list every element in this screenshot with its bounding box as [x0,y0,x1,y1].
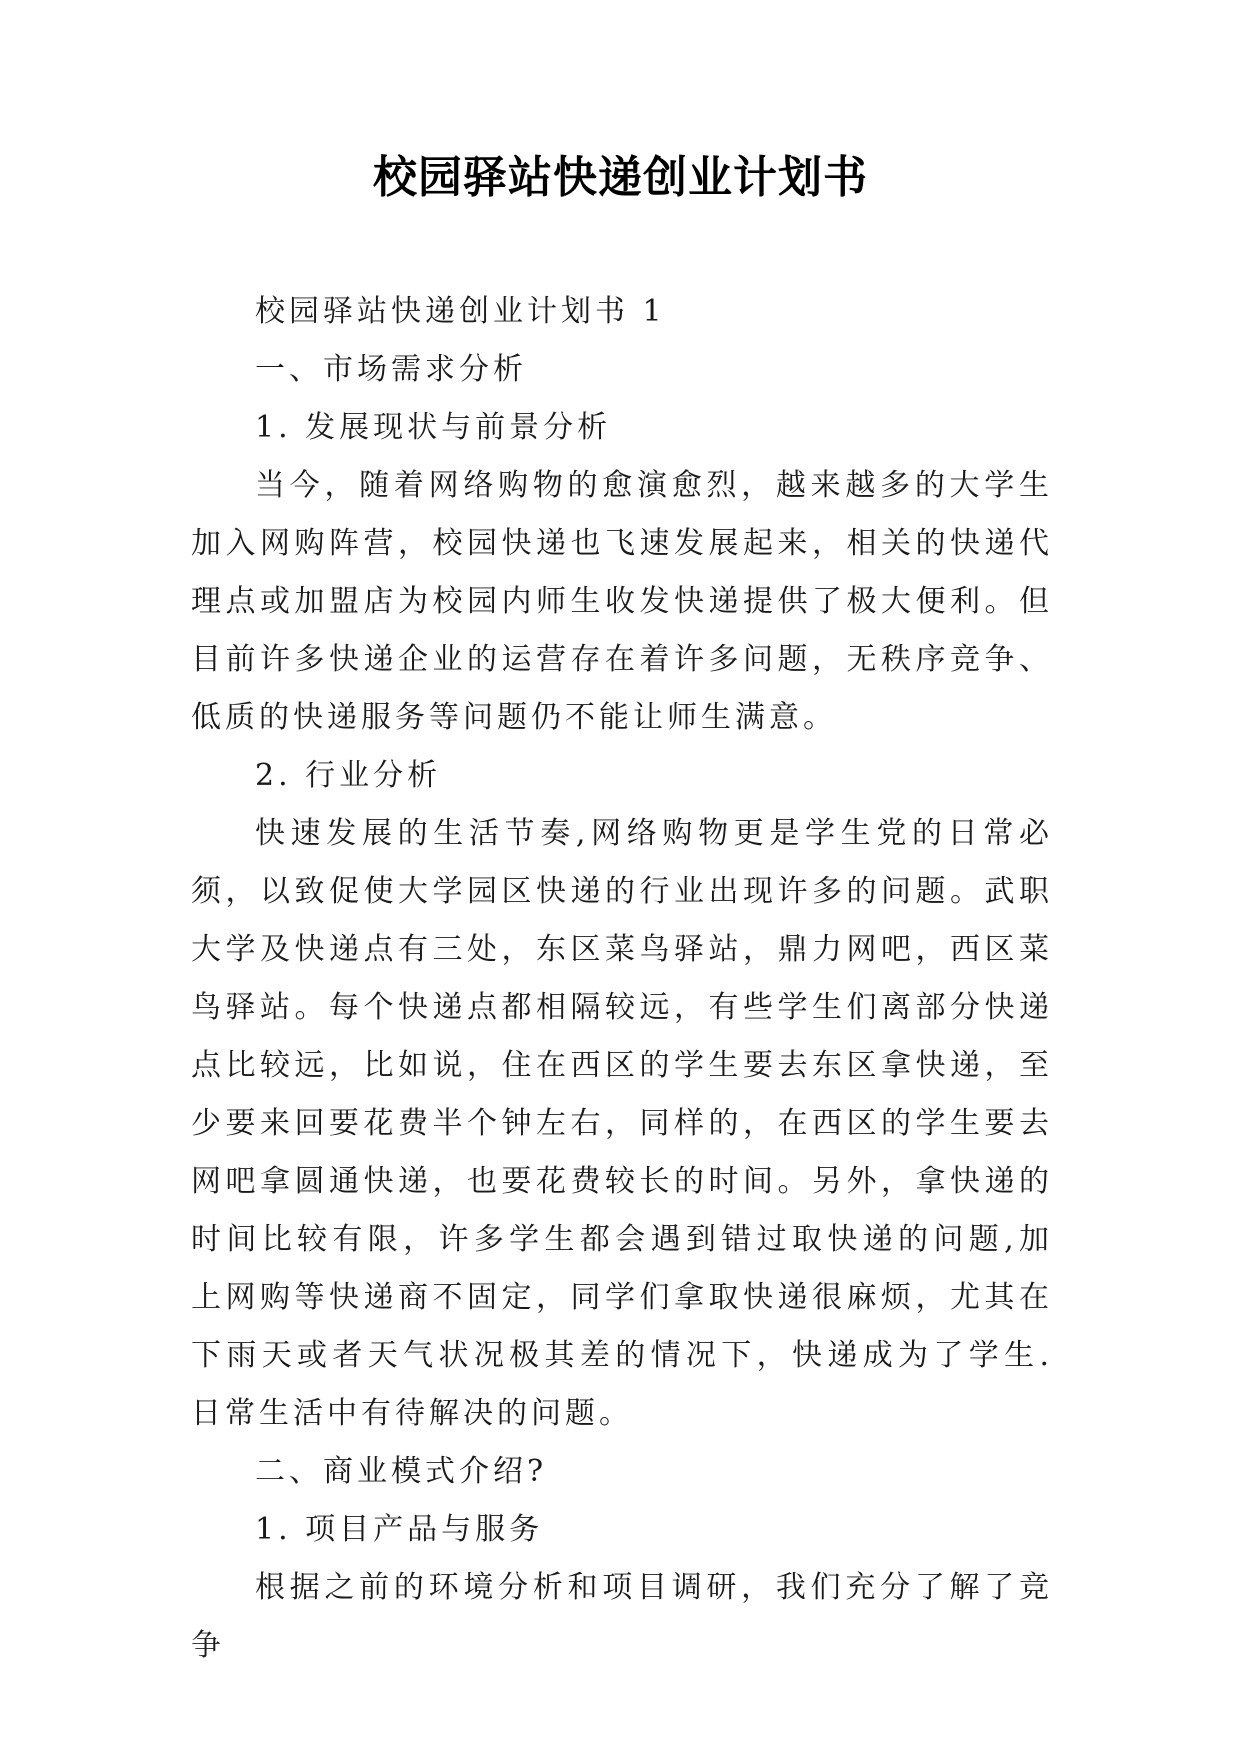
subheading-products-services: 1. 项目产品与服务 [255,1512,544,1547]
section-heading-business-model: 二、商业模式介绍? [255,1454,548,1489]
paragraph-status: 当今，随着网络购物的愈演愈烈，越来越多的大学生加入网购阵营，校园快递也飞速发展起来，相关的快递代理点或加盟店为校园内师生收发快递提供了极大便利。但目前许多快递企业的运营存在着许多问题，无秩序竞争、低质的快递服务等问题仍不能让师生满意。 [191,468,1053,735]
paragraph-products: 根据之前的环境分析和项目调研，我们充分了解了竞争 [191,1570,1053,1663]
subheading-industry-analysis: 2. 行业分析 [255,758,442,793]
section-heading-plan-1: 校园驿站快递创业计划书 1 [255,294,666,329]
document-body [191,283,1053,1675]
section-heading-market-demand: 一、市场需求分析 [255,352,527,387]
subheading-status-prospects: 1. 发展现状与前景分析 [255,410,612,445]
paragraph-industry: 快速发展的生活节奏,网络购物更是学生党的日常必须，以致促使大学园区快递的行业出现许多的问题。武职大学及快递点有三处，东区菜鸟驿站，鼎力网吧，西区菜鸟驿站。每个快递点都相隔较远，有些学生们离部分快递点比较远，比如说，住在西区的学生要去东区拿快递，至少要来回要花费半个钟左右，同样的，在西区的学生要去网吧拿圆通快递，也要花费较长的时间。另外，拿快递的时间比较有限，许多学生都会遇到错过取快递的问题,加上网购等快递商不固定，同学们拿取快递很麻烦，尤其在下雨天或者天气状况极其差的情况下，快递成为了学生.日常生活中有待解决的问题。 [191,816,1053,1431]
document-title: 校园驿站快递创业计划书 [373,152,868,203]
